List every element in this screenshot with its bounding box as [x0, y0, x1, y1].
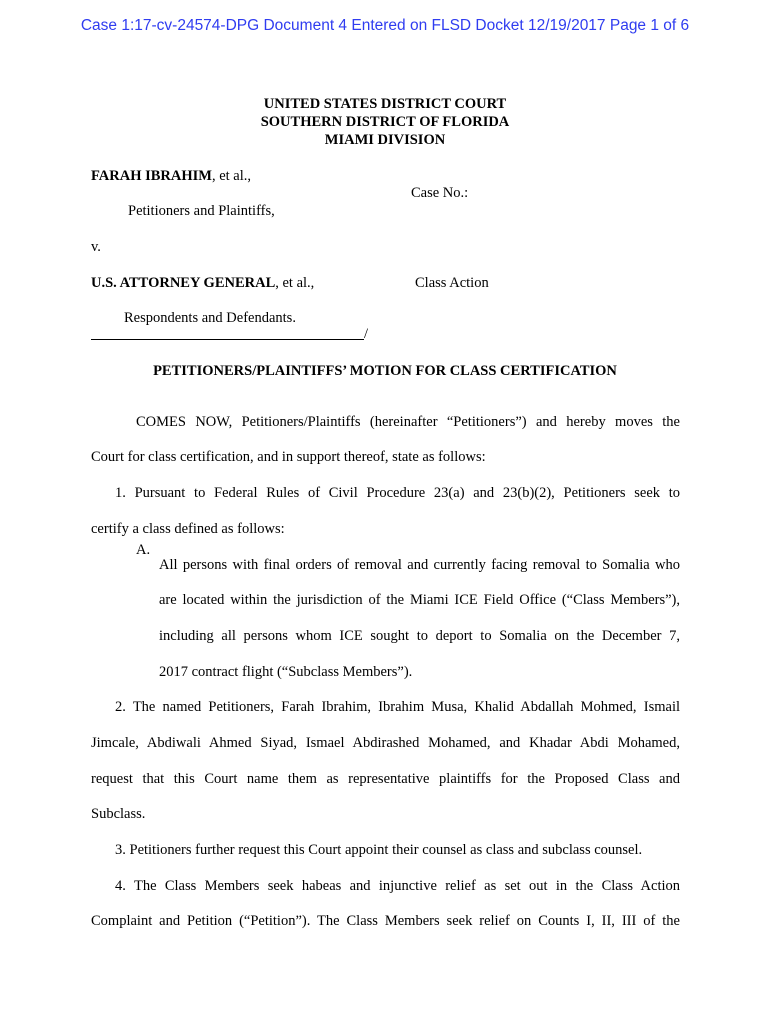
versus-label: v. — [91, 239, 101, 255]
subsection-a-line-3: including all persons whom ICE sought to deport to Somalia on the December 7, — [159, 627, 680, 644]
petitioner-caption — [91, 168, 251, 185]
court-name-line-3: MIAMI DIVISION — [324, 132, 446, 148]
intro-line-1: COMES NOW, Petitioners/Plaintiffs (hereinafter “Petitioners”) and hereby moves the — [136, 413, 680, 430]
para-4-line-1: 4. The Class Members seek habeas and injunctive relief as set out in the Class Action — [115, 877, 680, 894]
respondent-name: U.S. ATTORNEY GENERAL — [91, 275, 276, 291]
subsection-a-line-2: are located within the jurisdiction of the Miami ICE Field Office (“Class Members”), — [159, 591, 680, 608]
caption-slash: / — [364, 326, 369, 342]
para-1-line-1: 1. Pursuant to Federal Rules of Civil Procedure 23(a) and 23(b)(2), Petitioners seek to — [115, 484, 680, 501]
para-1-line-2: certify a class defined as follows: — [91, 520, 285, 537]
para-2-line-3: request that this Court name them as representative plaintiffs for the Proposed Class and — [91, 770, 680, 787]
class-action-label: Class Action — [415, 275, 489, 291]
para-4-line-2: Complaint and Petition (“Petition”). The Class Members seek relief on Counts I, II, III of the — [91, 912, 680, 929]
motion-title: PETITIONERS/PLAINTIFFS’ MOTION FOR CLASS CERTIFICATION — [153, 363, 617, 379]
caption-signature-line — [91, 339, 364, 340]
docket-header-stamp: Case 1:17-cv-24574-DPG Document 4 Entered on FLSD Docket 12/19/2017 Page 1 of 6 — [80, 17, 690, 34]
petitioner-name: FARAH IBRAHIM — [91, 168, 212, 184]
court-name-line-2: SOUTHERN DISTRICT OF FLORIDA — [260, 114, 510, 130]
subsection-a-line-4: 2017 contract flight (“Subclass Members”). — [159, 663, 413, 680]
petitioner-role: Petitioners and Plaintiffs, — [128, 203, 275, 219]
subsection-a-label: A. — [136, 542, 151, 558]
subsection-a-line-1: All persons with final orders of removal and currently facing removal to Somalia who — [159, 556, 680, 573]
respondent-role: Respondents and Defendants. — [124, 310, 296, 326]
court-name-line-1: UNITED STATES DISTRICT COURT — [263, 96, 507, 112]
para-2-line-1: 2. The named Petitioners, Farah Ibrahim, Ibrahim Musa, Khalid Abdallah Mohmed, Ismail — [115, 698, 680, 715]
para-2-line-2: Jimcale, Abdiwali Ahmed Siyad, Ismael Abdirashed Mohamed, and Khadar Abdi Mohamed, — [91, 734, 680, 751]
intro-line-2: Court for class certification, and in support thereof, state as follows: — [91, 448, 486, 465]
respondent-caption — [91, 275, 314, 292]
petitioner-suffix: , et al., — [211, 168, 252, 184]
para-2-line-4: Subclass. — [91, 805, 146, 822]
para-3-line-1: 3. Petitioners further request this Court appoint their counsel as class and subclass counsel. — [115, 841, 643, 858]
case-number-label: Case No.: — [411, 185, 469, 201]
respondent-suffix: , et al., — [275, 275, 315, 291]
